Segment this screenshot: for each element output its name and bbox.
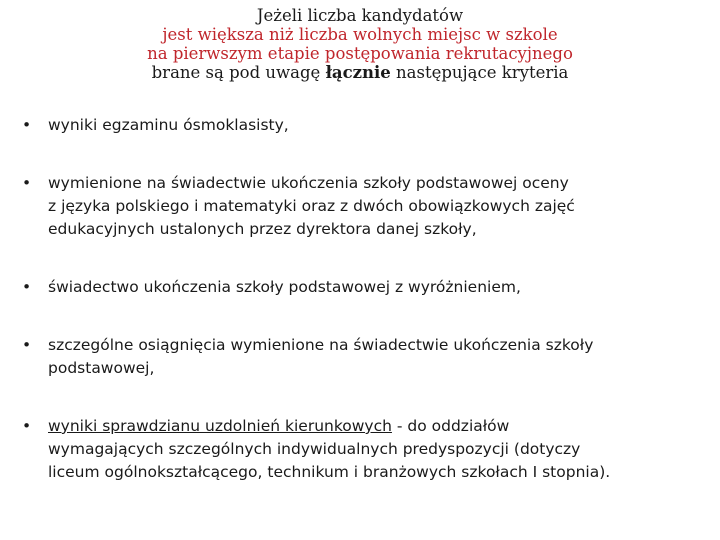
list-item-line: szczególne osiągnięcia wymienione na świadectwie ukończenia szkoły bbox=[48, 336, 594, 354]
title-line-2: jest większa niż liczba wolnych miejsc w szkole bbox=[162, 25, 558, 44]
list-item bbox=[22, 276, 712, 299]
list-item-line: wyniki egzaminu ósmoklasisty, bbox=[48, 116, 289, 134]
slide-title bbox=[0, 6, 720, 82]
bullet-icon: • bbox=[22, 336, 32, 354]
title-line-4-pre: brane są pod uwagę bbox=[151, 63, 326, 82]
list-item-line: edukacyjnych ustalonych przez dyrektora danej szkoły, bbox=[48, 220, 477, 238]
list-item-text: - do oddziałów bbox=[391, 417, 510, 435]
list-item bbox=[22, 334, 712, 380]
list-item bbox=[22, 172, 712, 241]
bullet-icon: • bbox=[22, 417, 32, 435]
bullet-icon: • bbox=[22, 116, 32, 134]
title-line-1: Jeżeli liczba kandydatów bbox=[256, 6, 464, 25]
underlined-text: wyniki sprawdzianu uzdolnień kierunkowych bbox=[48, 417, 392, 435]
list-item-line: wymienione na świadectwie ukończenia szkoły podstawowej oceny bbox=[48, 174, 569, 192]
criteria-list bbox=[22, 114, 712, 481]
title-line-4-bold: łącznie bbox=[325, 63, 391, 82]
title-line-3: na pierwszym etapie postępowania rekrutacyjnego bbox=[147, 44, 573, 63]
list-item-line: podstawowej, bbox=[48, 359, 155, 377]
list-item-line: liceum ogólnokształcącego, technikum i branżowych szkołach I stopnia). bbox=[48, 463, 611, 481]
list-item bbox=[22, 415, 712, 484]
list-item-line: świadectwo ukończenia szkoły podstawowej z wyróżnieniem, bbox=[48, 278, 521, 296]
list-item-line bbox=[48, 415, 712, 438]
bullet-icon: • bbox=[22, 278, 32, 296]
title-line-4 bbox=[0, 63, 720, 82]
bullet-icon: • bbox=[22, 174, 32, 192]
list-item-line: wymagających szczególnych indywidualnych predyspozycji (dotyczy bbox=[48, 440, 581, 458]
list-item-line: z języka polskiego i matematyki oraz z dwóch obowiązkowych zajęć bbox=[48, 197, 575, 215]
list-item bbox=[22, 114, 712, 137]
title-line-4-post: następujące kryteria bbox=[390, 63, 569, 82]
